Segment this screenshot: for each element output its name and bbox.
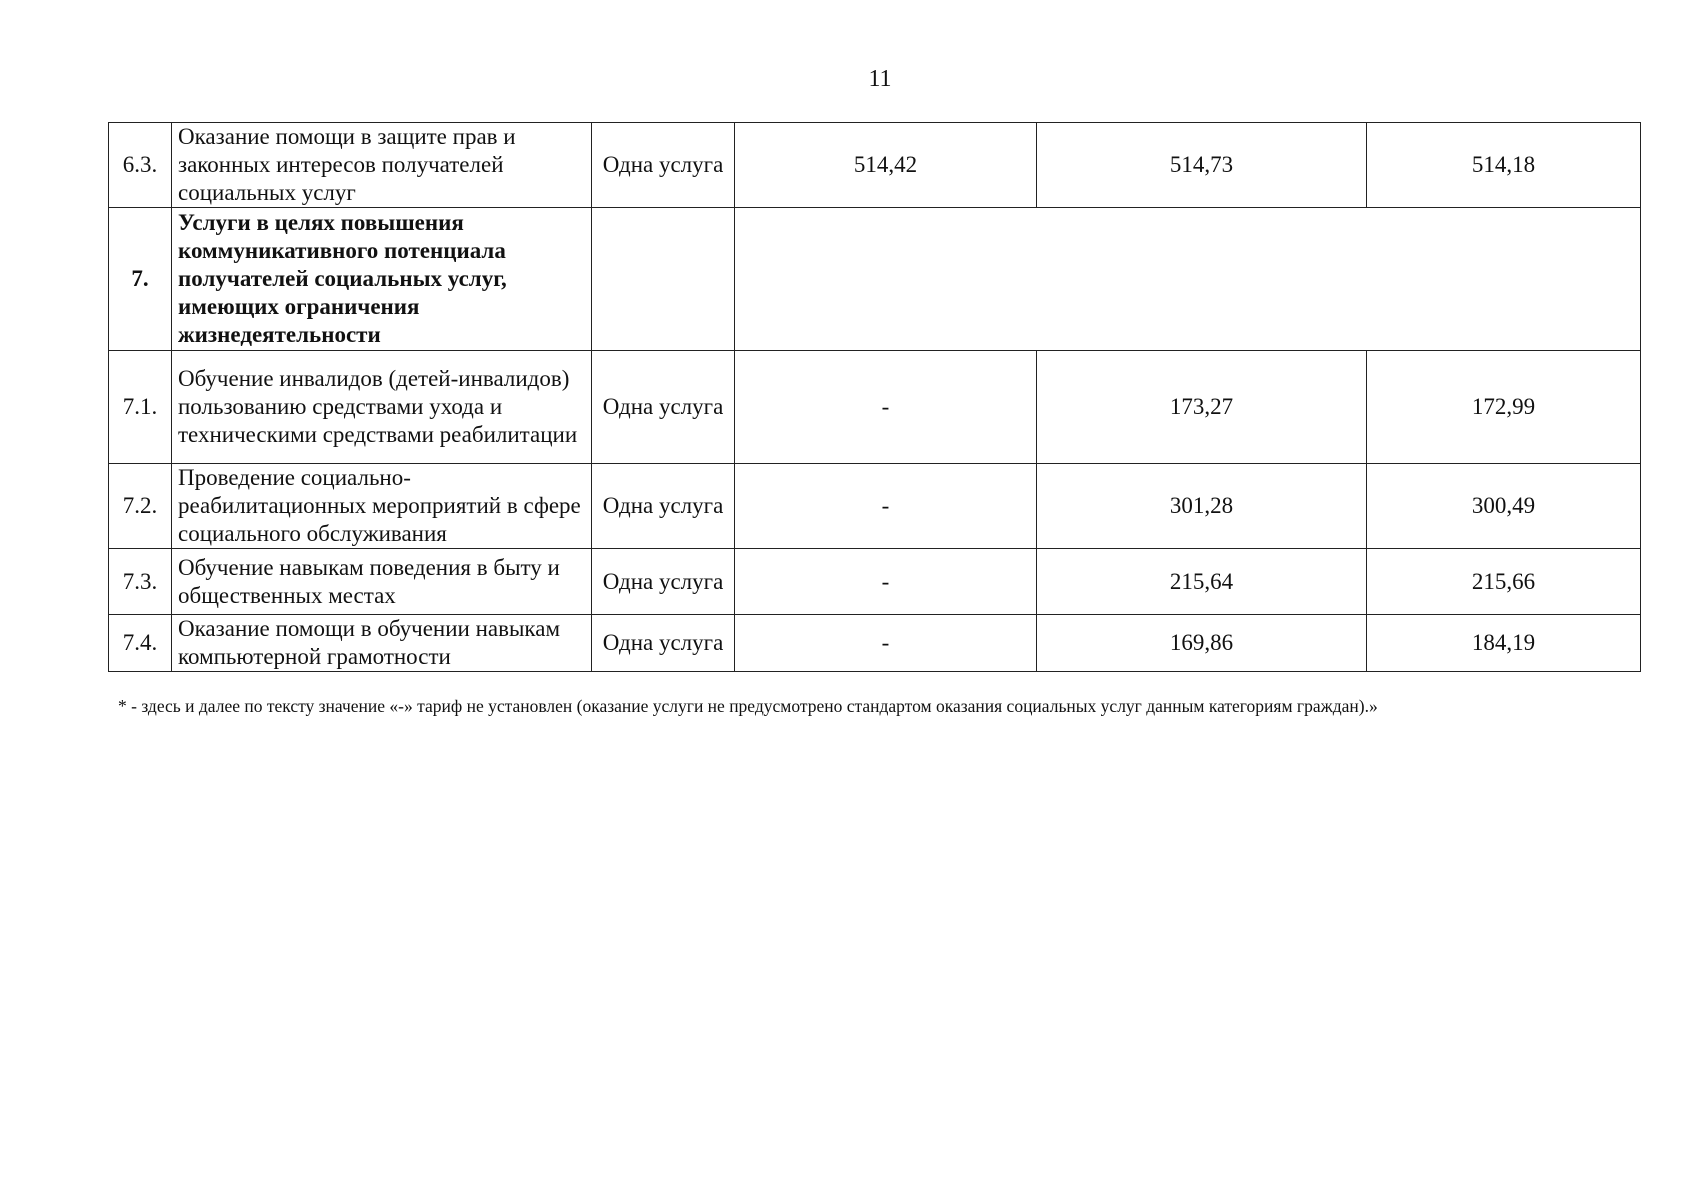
unit-of-measure: Одна услуга: [592, 351, 735, 464]
service-name: Обучение инвалидов (детей-инвалидов) пользованию средствами ухода и техническими средствами реабилитации: [172, 351, 592, 464]
unit-of-measure: Одна услуга: [592, 615, 735, 672]
tariff-value-1: -: [735, 464, 1037, 549]
tariff-value-1: 514,42: [735, 123, 1037, 208]
tariff-value-3: 215,66: [1367, 549, 1641, 615]
row-number: 7.1.: [109, 351, 172, 464]
service-name: Оказание помощи в защите прав и законных интересов получателей социальных услуг: [172, 123, 592, 208]
tariff-table: [108, 122, 1641, 672]
table-row: [109, 464, 1641, 549]
tariff-value-2: 169,86: [1037, 615, 1367, 672]
tariff-value-3: 184,19: [1367, 615, 1641, 672]
row-number: 6.3.: [109, 123, 172, 208]
section-title: Услуги в целях повышения коммуникативного потенциала получателей социальных услуг, имеющих ограничения жизнедеятельности: [172, 208, 592, 351]
page-number: 11: [868, 66, 892, 92]
row-number: 7.2.: [109, 464, 172, 549]
tariff-value-2: 301,28: [1037, 464, 1367, 549]
tariff-value-1: -: [735, 351, 1037, 464]
tariff-value-2: 215,64: [1037, 549, 1367, 615]
footnote: * - здесь и далее по тексту значение «-» тариф не установлен (оказание услуги не предусмотрено стандартом оказания социальных услуг данным категориям граждан).»: [118, 696, 1378, 716]
row-number: 7.3.: [109, 549, 172, 615]
tariff-value-3: 514,18: [1367, 123, 1641, 208]
tariff-value-2: 173,27: [1037, 351, 1367, 464]
service-name: Обучение навыкам поведения в быту и общественных местах: [172, 549, 592, 615]
table-row: [109, 615, 1641, 672]
unit-of-measure: Одна услуга: [592, 464, 735, 549]
service-name: Проведение социально-реабилитационных мероприятий в сфере социального обслуживания: [172, 464, 592, 549]
empty-cell: [735, 208, 1641, 351]
section-number: 7.: [109, 208, 172, 351]
unit-of-measure: Одна услуга: [592, 123, 735, 208]
empty-cell: [592, 208, 735, 351]
table-row: [109, 549, 1641, 615]
tariff-value-3: 172,99: [1367, 351, 1641, 464]
tariff-value-1: -: [735, 549, 1037, 615]
row-number: 7.4.: [109, 615, 172, 672]
tariff-value-1: -: [735, 615, 1037, 672]
tariff-value-3: 300,49: [1367, 464, 1641, 549]
section-row: [109, 208, 1641, 351]
unit-of-measure: Одна услуга: [592, 549, 735, 615]
table-row: [109, 351, 1641, 464]
table-row: [109, 123, 1641, 208]
tariff-value-2: 514,73: [1037, 123, 1367, 208]
service-name: Оказание помощи в обучении навыкам компьютерной грамотности: [172, 615, 592, 672]
